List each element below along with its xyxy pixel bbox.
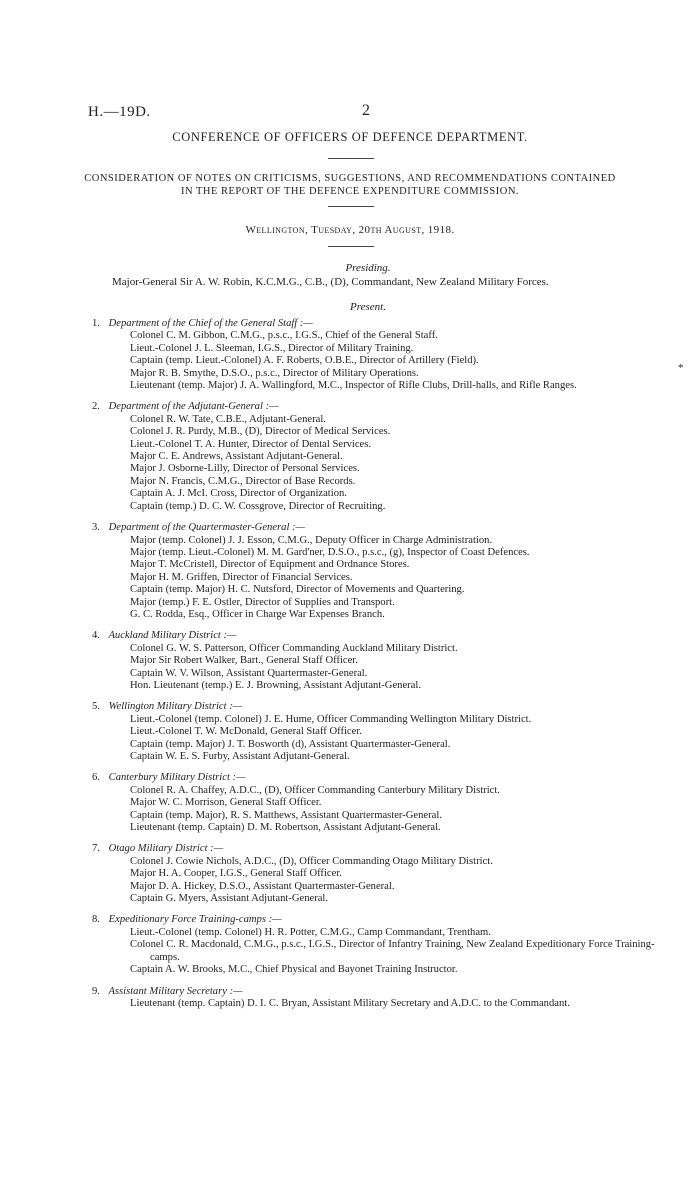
attendee-entry: Major H. A. Cooper, I.G.S., General Staff Officer. — [130, 868, 342, 880]
attendee-entry: G. C. Rodda, Esq., Officer in Charge War Expenses Branch. — [130, 608, 385, 620]
attendee-entry: Hon. Lieutenant (temp.) E. J. Browning, Assistant Adjutant-General. — [130, 679, 421, 691]
attendee-entry: Lieut.-Colonel (temp. Colonel) J. E. Hume, Officer Commanding Wellington Military District. — [130, 713, 532, 725]
section-name: Department of the Chief of the General Staff :— — [106, 318, 313, 329]
attendee-entry: Colonel G. W. S. Patterson, Officer Commanding Auckland Military District. — [130, 642, 458, 654]
consideration-rule — [328, 206, 374, 207]
section-title — [92, 986, 675, 998]
attendee-entry: Lieutenant (temp. Captain) D. M. Robertson, Assistant Adjutant-General. — [130, 822, 441, 834]
section-title — [92, 843, 675, 855]
attendee-entry: Lieut.-Colonel J. L. Sleeman, I.G.S., Director of Military Training. — [130, 342, 414, 354]
presiding-officer: Major-General Sir A. W. Robin, K.C.M.G., C.B., (D), Commandant, New Zealand Military Forces. — [112, 276, 549, 288]
section-4 — [92, 630, 675, 692]
attendee-entry: Major (temp.) F. E. Ostler, Director of Supplies and Transport. — [130, 596, 395, 608]
section-name: Expeditionary Force Training-camps :— — [106, 914, 282, 926]
document-title: CONFERENCE OF OFFICERS OF DEFENCE DEPARTMENT. — [172, 130, 528, 144]
section-name: Department of the Adjutant-General :— — [106, 401, 279, 413]
section-name: Otago Military District :— — [106, 843, 224, 855]
section-title — [92, 522, 675, 534]
page-number: 2 — [362, 102, 370, 119]
attendee-entry: Captain W. E. S. Furby, Assistant Adjutant-General. — [130, 751, 350, 762]
attendee-entry: Major (temp. Colonel) J. J. Esson, C.M.G., Deputy Officer in Charge Administration. — [130, 534, 493, 546]
attendee-entry: Lieut.-Colonel (temp. Colonel) H. R. Potter, C.M.G., Camp Commandant, Trentham. — [130, 926, 491, 938]
section-6 — [92, 772, 675, 834]
section-number: 2. — [92, 401, 100, 413]
attendee-entry: Captain (temp. Lieut.-Colonel) A. F. Roberts, O.B.E., Director of Artillery (Field). — [130, 355, 479, 367]
section-number: 7. — [92, 843, 100, 855]
present-label: Present. — [350, 301, 386, 313]
attendee-entry: Major (temp. Lieut.-Colonel) M. M. Gard'ner, D.S.O., p.s.c., (g), Inspector of Coast Defences. — [130, 546, 530, 558]
attendee-entry: Lieut.-Colonel T. A. Hunter, Director of Dental Services. — [130, 438, 372, 450]
attendee-entry: Colonel R. W. Tate, C.B.E., Adjutant-General. — [130, 413, 326, 425]
attendee-entry: Major N. Francis, C.M.G., Director of Base Records. — [130, 475, 356, 487]
section-name: Auckland Military District :— — [106, 630, 237, 642]
section-title — [92, 318, 675, 330]
attendee-entry: Captain (temp. Major) H. C. Nutsford, Director of Movements and Quartering. — [130, 584, 465, 596]
attendee-entry: Captain G. Myers, Assistant Adjutant-General. — [130, 893, 329, 905]
attendee-entry: Captain (temp.) D. C. W. Cossgrove, Director of Recruiting. — [130, 500, 386, 512]
attendee-entry: Captain W. V. Wilson, Assistant Quartermaster-General. — [130, 667, 368, 679]
attendee-entry: Major Sir Robert Walker, Bart., General Staff Officer. — [130, 655, 358, 667]
attendee-entry: Lieutenant (temp. Captain) D. I. C. Bryan, Assistant Military Secretary and A.D.C. to the Commandant. — [130, 997, 570, 1009]
attendee-sections — [92, 318, 675, 1019]
title-rule — [328, 158, 374, 159]
section-number: 9. — [92, 985, 100, 997]
section-3 — [92, 522, 675, 621]
attendee-entry: Major H. M. Griffen, Director of Financial Services. — [130, 571, 353, 583]
attendee-entry: Major T. McCristell, Director of Equipment and Ordnance Stores. — [130, 559, 410, 571]
presiding-label: Presiding. — [345, 262, 391, 274]
attendee-entry: Captain A. W. Brooks, M.C., Chief Physical and Bayonet Training Instructor. — [130, 964, 458, 976]
section-name: Canterbury Military District :— — [106, 772, 246, 784]
section-9 — [92, 985, 675, 1011]
section-title — [92, 401, 675, 413]
attendee-entry: Major W. C. Morrison, General Staff Officer. — [130, 797, 322, 809]
section-number: 6. — [92, 772, 100, 784]
section-1 — [92, 318, 675, 392]
section-name: Department of the Quartermaster-General :— — [106, 522, 305, 534]
consideration-line-1: CONSIDERATION OF NOTES ON CRITICISMS, SUGGESTIONS, AND RECOMMENDATIONS CONTAINED — [84, 173, 616, 184]
section-title — [92, 630, 675, 642]
section-8 — [92, 914, 675, 976]
dateline-rule — [328, 246, 374, 247]
attendee-entry: Major R. B. Smythe, D.S.O., p.s.c., Director of Military Operations. — [130, 367, 419, 379]
attendee-entry: Colonel C. M. Gibbon, C.M.G., p.s.c., I.G.S., Chief of the General Staff. — [130, 330, 438, 342]
section-number: 3. — [92, 522, 100, 534]
attendee-entry: Colonel J. Cowie Nichols, A.D.C., (D), Officer Commanding Otago Military District. — [130, 855, 493, 867]
section-number: 4. — [92, 630, 100, 642]
attendee-entry: Captain (temp. Major), R. S. Matthews, Assistant Quartermaster-General. — [130, 809, 442, 821]
paper-reference: H.—19D. — [88, 104, 151, 120]
section-number: 1. — [92, 318, 100, 329]
section-7 — [92, 843, 675, 905]
attendee-entry: Colonel R. A. Chaffey, A.D.C., (D), Officer Commanding Canterbury Military District. — [130, 784, 500, 796]
consideration-heading — [0, 172, 700, 198]
attendee-entry: Lieut.-Colonel T. W. McDonald, General Staff Officer. — [130, 726, 362, 738]
dateline: Wellington, Tuesday, 20th August, 1918. — [245, 224, 455, 236]
section-title — [92, 914, 675, 926]
attendee-entry: Major J. Osborne-Lilly, Director of Personal Services. — [130, 463, 360, 475]
attendee-entry: Colonel C. R. Macdonald, C.M.G., p.s.c., I.G.S., Director of Infantry Training, New Zealand Expeditionary Force Training-camps. — [130, 939, 655, 963]
section-5 — [92, 701, 675, 763]
attendee-entry: Captain A. J. McI. Cross, Director of Organization. — [130, 488, 347, 500]
section-title — [92, 701, 675, 713]
section-name: Assistant Military Secretary :— — [106, 985, 243, 997]
margin-mark: * — [678, 362, 684, 374]
consideration-line-2: IN THE REPORT OF THE DEFENCE EXPENDITURE COMMISSION. — [180, 186, 520, 197]
section-name: Wellington Military District :— — [106, 701, 243, 713]
attendee-entry: Major C. E. Andrews, Assistant Adjutant-General. — [130, 451, 343, 463]
attendee-entry: Captain (temp. Major) J. T. Bosworth (d), Assistant Quartermaster-General. — [130, 738, 451, 750]
section-2 — [92, 401, 675, 513]
section-number: 5. — [92, 701, 100, 713]
attendee-entry: Colonel J. R. Purdy, M.B., (D), Director of Medical Services. — [130, 426, 391, 438]
attendee-entry: Lieutenant (temp. Major) J. A. Wallingford, M.C., Inspector of Rifle Clubs, Drill-halls, and Rifle Ranges. — [130, 380, 577, 392]
section-title — [92, 772, 675, 784]
attendee-entry: Major D. A. Hickey, D.S.O., Assistant Quartermaster-General. — [130, 880, 395, 892]
section-number: 8. — [92, 914, 100, 926]
